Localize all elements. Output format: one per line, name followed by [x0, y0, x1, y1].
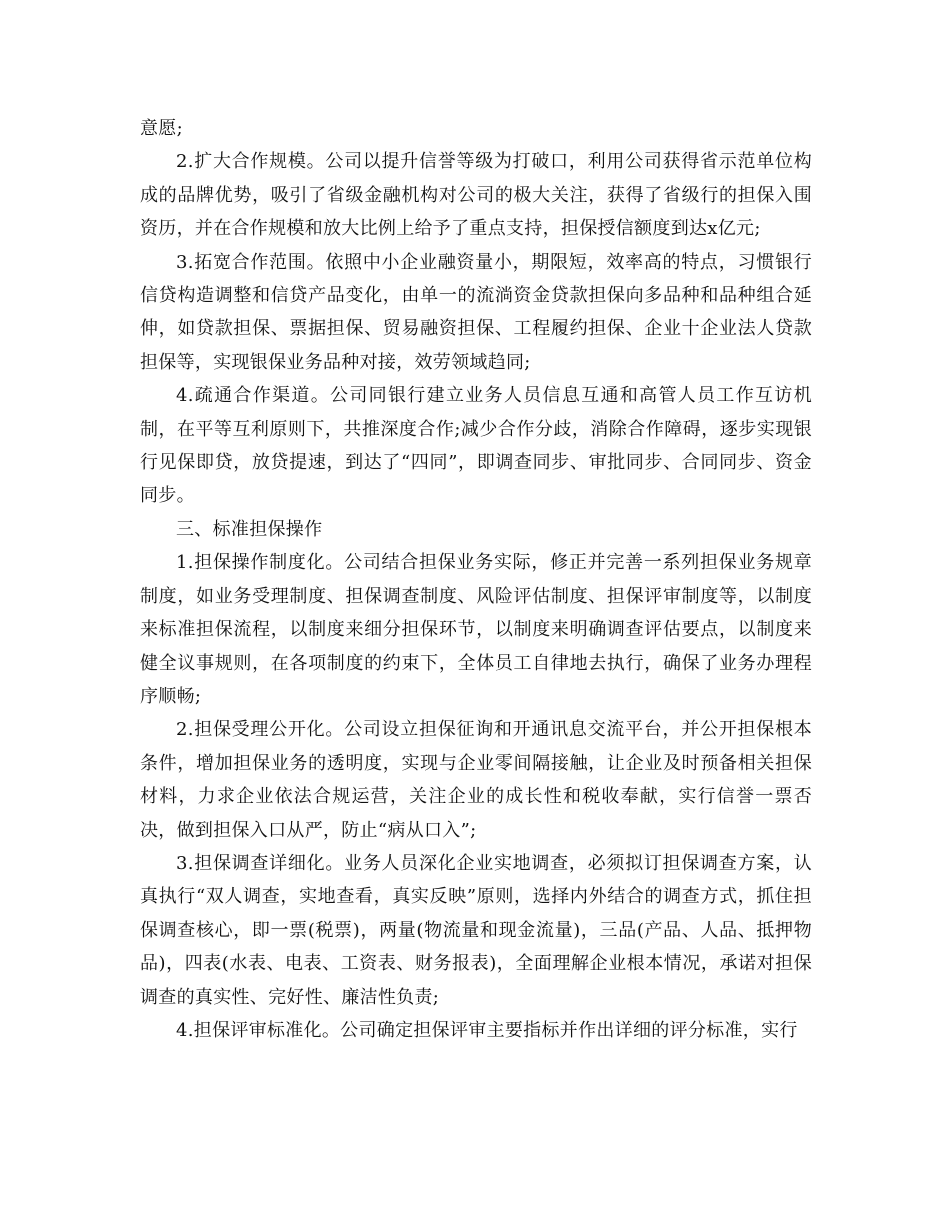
paragraph-open-cooperation-channels: 4.疏通合作渠道。公司同银行建立业务人员信息互通和高管人员工作互访机制，在平等互利原则下，共推深度合作;减少合作分歧，消除合作障碍，逐步实现银行见保即贷，放贷提速，到达了“四同”，即调查同步、审批同步、合同同步、资金同步。: [140, 385, 812, 507]
paragraph-operation-institutionalization: 1.担保操作制度化。公司结合担保业务实际，修正并完善一系列担保业务规章制度，如业务受理制度、担保调查制度、风险评估制度、担保评审制度等，以制度来标准担保流程，以制度来细分担保环节，以制度来明确调查评估要点，以制度来健全议事规则，在各项制度的约束下，全体员工自律地去执行，确保了业务办理程序顺畅;: [140, 552, 812, 707]
paragraph-continuation: 意愿;: [140, 118, 183, 139]
paragraph-acceptance-openness: 2.担保受理公开化。公司设立担保征询和开通讯息交流平台，并公开担保根本条件，增加担保业务的透明度，实现与企业零间隔接触，让企业及时预备相关担保材料，力求企业依法合规运营，关注企业的成长性和税收奉献，实行信誉一票否决，做到担保入口从严，防止“病从口入”;: [140, 719, 812, 841]
paragraph-investigation-detail: 3.担保调查详细化。业务人员深化企业实地调查，必须拟订担保调查方案，认真执行“双人调查，实地查看，真实反映”原则，选择内外结合的调查方式，抓住担保调查核心，即一票(税票)，两量(物流量和现金流量)，三品(产品、人品、抵押物品)，四表(水表、电表、工资表、财务报表)，全面理解企业根本情况，承诺对担保调查的真实性、完好性、廉洁性负责;: [140, 852, 812, 1008]
paragraph-review-standardization: 4.担保评审标准化。公司确定担保评审主要指标并作出详细的评分标准，实行: [176, 1019, 798, 1041]
paragraph-expand-cooperation-scale: 2.扩大合作规模。公司以提升信誉等级为打破口，利用公司获得省示范单位构成的品牌优势，吸引了省级金融机构对公司的极大关注，获得了省级行的担保入围资历，并在合作规模和放大比例上给予了重点支持，担保授信额度到达x亿元;: [140, 151, 812, 240]
paragraph-broaden-cooperation-scope: 3.拓宽合作范围。依照中小企业融资量小，期限短，效率高的特点，习惯银行信贷构造调整和信贷产品变化，由单一的流淌资金贷款担保向多品种和品种组合延伸，如贷款担保、票据担保、贸易融资担保、工程履约担保、企业十企业法人贷款担保等，实现银保业务品种对接，效劳领域趋同;: [140, 251, 812, 373]
document-body: [140, 112, 812, 1047]
section-heading-standard-guarantee-operation: 三、标准担保操作: [176, 518, 323, 540]
